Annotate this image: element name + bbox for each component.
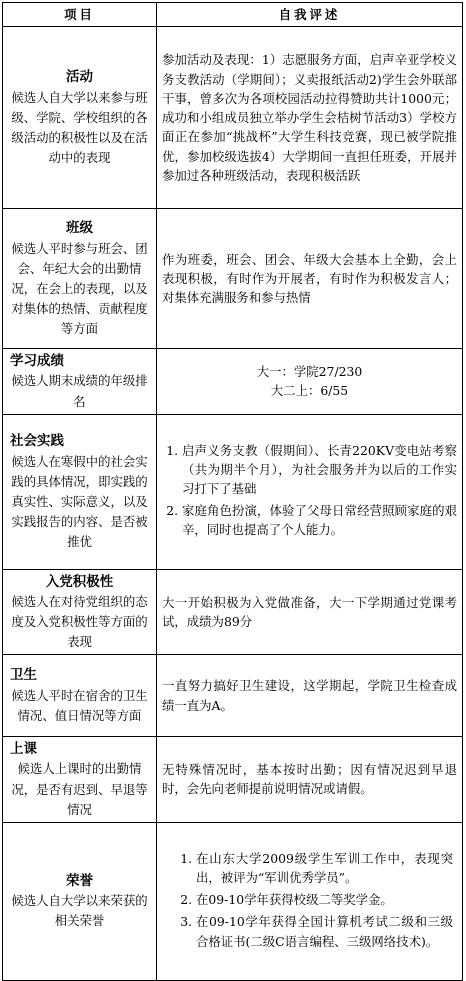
class-label-cell	[3, 209, 157, 349]
social-label-cell	[3, 414, 157, 569]
header-evaluation: 自我评述	[157, 3, 463, 27]
row-social	[3, 414, 463, 569]
class-text: 作为班委，班会、团会、年级大会基本上全勤，会上表现积极，有时作为开展者，有时作为积极发言人；对集体充满服务和参与热情	[157, 209, 463, 349]
grades-label-cell	[3, 349, 157, 414]
attendance-desc: 候选人上课时的出勤情况，是否有迟到、早退等情况	[11, 761, 148, 817]
social-desc: 候选人在寒假中的社会实践的具体情况，即实践的真实性、实际意义，以及实践报告的内容、是否被推优	[11, 453, 148, 549]
honors-desc: 候选人自大学以来荣获的相关荣誉	[11, 893, 148, 929]
header-row	[3, 3, 463, 27]
activities-label-cell	[3, 27, 157, 209]
honors-title: 荣誉	[66, 873, 93, 889]
activities-desc: 候选人自大学以来参与班级、学院、学校组织的各级活动的积极性以及在活动中的表现	[11, 89, 148, 165]
grades-line-1: 大一：学院27/230	[256, 364, 363, 380]
row-honors	[3, 822, 463, 980]
attendance-text: 无特殊情况时，基本按时出勤；因有情况迟到早退时，会先向老师提前说明情况或请假。	[157, 737, 463, 823]
honors-item-2: 2. 在09-10学年获得校级二等奖学金。	[196, 890, 453, 909]
hygiene-desc: 候选人平时在宿舍的卫生情况、值日情况等方面	[11, 687, 148, 723]
party-label-cell	[3, 569, 157, 655]
party-title: 入党积极性	[45, 573, 114, 590]
evaluation-table	[2, 2, 463, 981]
social-title: 社会实践	[10, 433, 64, 450]
social-cell	[157, 414, 463, 569]
honors-list	[162, 849, 457, 951]
honors-label-cell	[3, 822, 157, 980]
evaluation-form	[2, 2, 463, 967]
grades-title: 学习成绩	[10, 353, 64, 370]
activities-title: 活动	[66, 69, 93, 86]
activities-text: 参加活动及表现：1）志愿服务方面，启声辛亚学校义务支教活动（学期间）；义卖报纸活动2)学生会外联部干事，曾多次为各项校园活动拉得赞助共计1000元；成功和小组成员独立举办学生会桔树节活动3）学校方面正在参加“挑战杯”大学生科技竞赛，现已被学院推优，参加校级选拔4）大学期间一直担任班委，开展并参加过各种班级活动，表现积极活跃	[157, 27, 463, 209]
row-attendance	[3, 737, 463, 823]
grades-line-2: 大二上：6/55	[270, 383, 349, 399]
social-item-1: 1. 启声义务支教（假期间）、长青220KV变电站考察（共为期半个月），为社会服务并为以后的工作实习打下了基础	[182, 441, 457, 499]
hygiene-label-cell	[3, 655, 157, 737]
party-desc: 候选人在对待党组织的态度及入党积极性等方面的表现	[11, 593, 148, 650]
header-item: 项目	[3, 3, 157, 27]
honors-cell	[157, 822, 463, 980]
row-hygiene	[3, 655, 463, 737]
party-text: 大一开始积极为入党做准备，大一下学期通过党课考试，成绩为89分	[157, 569, 463, 655]
honors-item-3: 3. 在09-10学年获得全国计算机考试二级和三级合格证书(二级C语言编程、三级网络技术)。	[196, 912, 453, 950]
grades-desc: 候选人期末成绩的年级排名	[11, 373, 148, 409]
attendance-label-cell	[3, 737, 157, 823]
social-list	[162, 441, 457, 540]
class-desc: 候选人平时参与班会、团会、年纪大会的出勤情况，在会上的表现，以及对集体的热情、贡献程度等方面	[11, 240, 148, 336]
row-grades	[3, 349, 463, 414]
attendance-title: 上课	[10, 741, 37, 758]
hygiene-text: 一直努力搞好卫生建设，这学期起，学院卫生检查成绩一直为A。	[157, 655, 463, 737]
row-activities	[3, 27, 463, 209]
social-item-2: 2. 家庭角色扮演，体验了父母日常经营照顾家庭的艰辛，同时也提高了个人能力。	[182, 501, 457, 539]
grades-cell	[157, 349, 463, 414]
hygiene-title: 卫生	[10, 667, 37, 684]
row-class	[3, 209, 463, 349]
honors-item-1: 1. 在山东大学2009级学生军训工作中，表现突出，被评为“军训优秀学员”。	[196, 849, 453, 887]
row-party	[3, 569, 463, 655]
class-title: 班级	[66, 220, 93, 237]
